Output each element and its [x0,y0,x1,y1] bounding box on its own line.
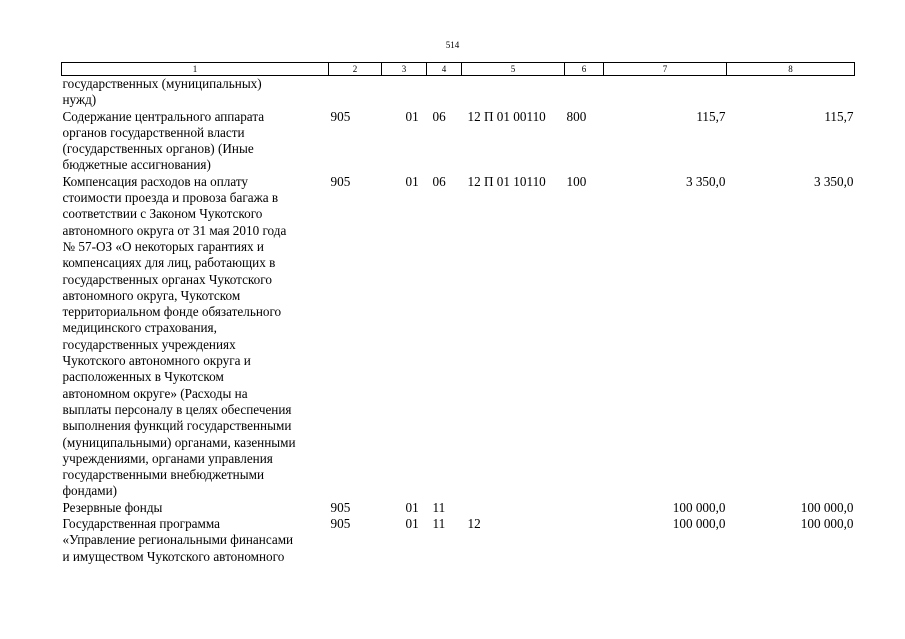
section-code: 01 [405,516,419,532]
amount-year-2: 100 000,0 [800,516,854,532]
description-line: выплаты персоналу в целях обеспечения [62,401,292,417]
description-line: нужд) [62,92,97,108]
description-line: государственных органах Чукотского [62,271,272,287]
expense-type: 100 [566,173,587,189]
expense-type [565,500,604,516]
amount-year-2 [727,76,855,109]
subsection-code: 11 [432,516,446,532]
description-line: автономного округа от 31 мая 2010 года [62,222,287,238]
header-col-1: 1 [62,63,329,76]
description-line: медицинского страхования, [62,320,217,336]
description-line: (муниципальными) органами, казенными [62,434,296,450]
amount-year-1: 3 350,0 [685,173,726,189]
table-row [62,76,855,109]
target-article [462,76,565,109]
row-description [62,500,329,516]
description-line: органов государственной власти [62,124,245,140]
row-description [62,174,329,500]
target-article: 12 П 01 00110 [467,108,546,124]
table-row [62,109,855,174]
amount-year-1: 100 000,0 [672,516,726,532]
section-code: 01 [405,108,419,124]
description-line: компенсациях для лиц, работающих в [62,255,276,271]
description-line: Содержание центрального аппарата [62,108,265,124]
department-code [329,76,382,109]
description-line: и имуществом Чукотского автономного [62,548,285,564]
department-code: 905 [330,516,351,532]
description-line: соответствии с Законом Чукотского [62,206,263,222]
target-article: 12 П 01 10110 [467,173,546,189]
department-code: 905 [330,499,351,515]
header-col-2: 2 [329,63,382,76]
subsection-code [427,76,462,109]
header-col-7: 7 [604,63,727,76]
description-line: № 57-ОЗ «О некоторых гарантиях и [62,238,264,254]
description-line: территориальном фонде обязательного [62,304,282,320]
header-col-5: 5 [462,63,565,76]
page-number: 514 [445,40,460,50]
department-code: 905 [330,173,351,189]
description-line: бюджетные ассигнования) [62,157,211,173]
amount-year-2: 3 350,0 [813,173,854,189]
table-row [62,500,855,516]
description-line: Резервные фонды [62,499,163,515]
subsection-code: 06 [432,108,446,124]
table-row [62,174,855,500]
description-line: стоимости проезда и провоза багажа в [62,190,279,206]
amount-year-1 [604,76,727,109]
header-col-6: 6 [565,63,604,76]
description-line: государственными внебюджетными [62,467,265,483]
description-line: Чукотского автономного округа и [62,353,251,369]
target-article: 12 [467,516,481,532]
subsection-code: 06 [432,173,446,189]
target-article [462,500,565,516]
budget-table [61,62,855,565]
header-col-8: 8 [727,63,855,76]
subsection-code: 11 [432,499,446,515]
row-description [62,109,329,174]
amount-year-1: 115,7 [696,108,726,124]
description-line: Компенсация расходов на оплату [62,173,249,189]
description-line: (государственных органов) (Иные [62,141,254,157]
description-line: государственных (муниципальных) [62,76,262,91]
row-description [62,76,329,109]
amount-year-2: 115,7 [824,108,854,124]
expense-type [565,76,604,109]
amount-year-2: 100 000,0 [800,499,854,515]
table-header-row [62,63,855,76]
row-description [62,516,329,565]
description-line: Государственная программа [62,516,220,532]
department-code: 905 [330,108,351,124]
section-code [382,76,427,109]
description-line: фондами) [62,483,118,499]
description-line: автономного округа, Чукотском [62,287,241,303]
description-line: «Управление региональными финансами [62,532,294,548]
amount-year-1: 100 000,0 [672,499,726,515]
table-row [62,516,855,565]
expense-type [565,516,604,565]
description-line: автономном округе» (Расходы на [62,385,248,401]
description-line: учреждениями, органами управления [62,450,273,466]
header-col-3: 3 [382,63,427,76]
section-code: 01 [405,173,419,189]
description-line: расположенных в Чукотском [62,369,224,385]
description-line: выполнения функций государственными [62,418,292,434]
header-col-4: 4 [427,63,462,76]
section-code: 01 [405,499,419,515]
description-line: государственных учреждениях [62,336,236,352]
expense-type: 800 [566,108,587,124]
